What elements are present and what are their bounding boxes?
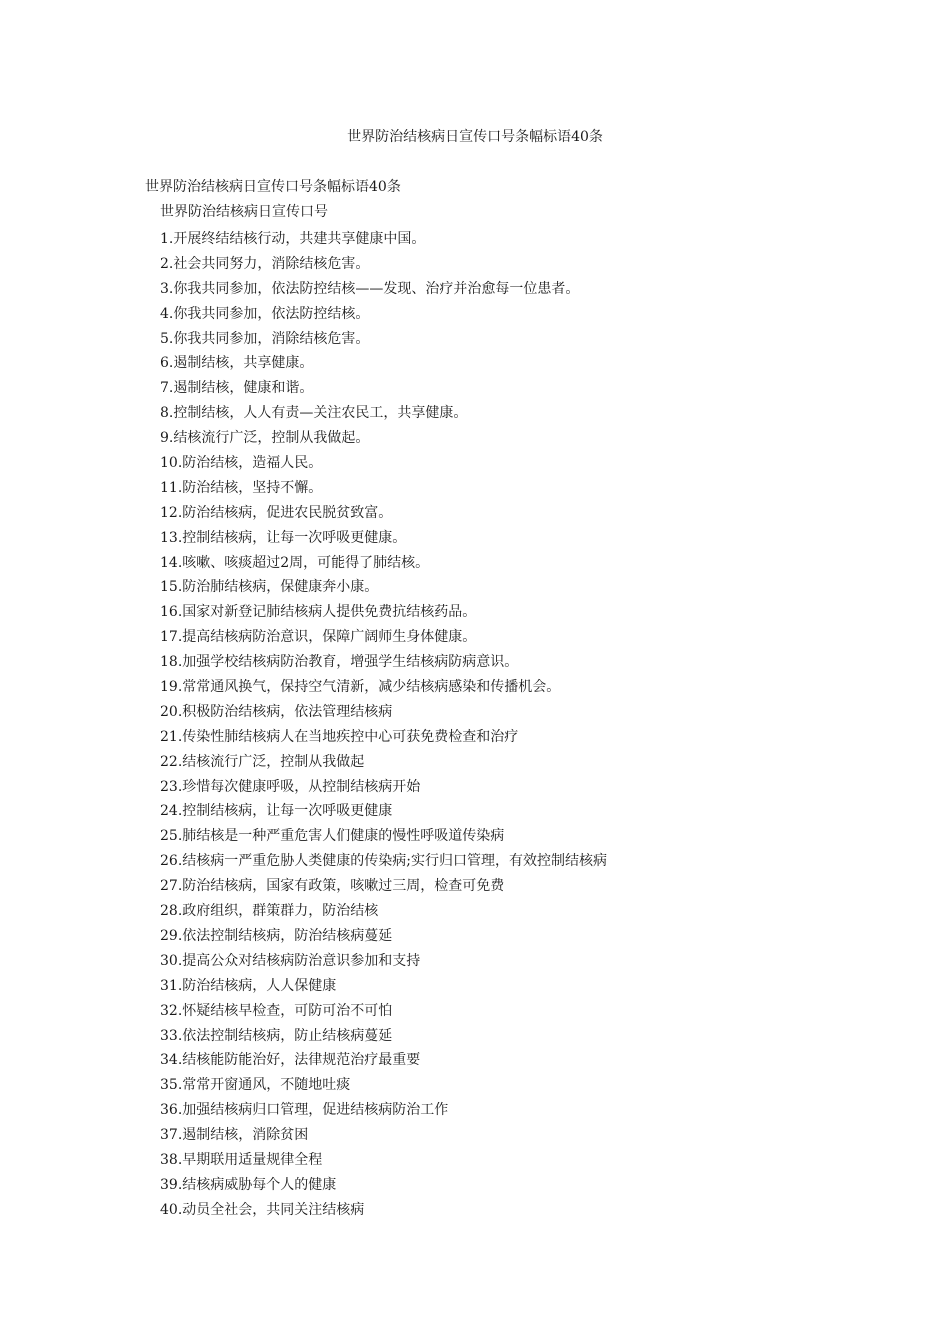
slogan-item: 34.结核能防能治好，法律规范治疗最重要	[160, 1052, 421, 1069]
slogan-item: 35.常常开窗通风，不随地吐痰	[160, 1077, 351, 1094]
slogan-item: 4.你我共同参加，依法防控结核。	[160, 305, 370, 322]
slogan-item: 25.肺结核是一种严重危害人们健康的慢性呼吸道传染病	[160, 828, 505, 845]
slogan-item: 6.遏制结核，共享健康。	[160, 355, 314, 372]
slogan-item: 1.开展终结结核行动，共建共享健康中国。	[160, 231, 426, 247]
slogan-item: 39.结核病威胁每个人的健康	[160, 1176, 337, 1193]
slogan-item: 30.提高公众对结核病防治意识参加和支持	[160, 952, 421, 969]
slogan-item: 19.常常通风换气，保持空气清新，减少结核病感染和传播机会。	[160, 679, 561, 696]
section-subheading: 世界防治结核病日宣传口号	[160, 204, 328, 220]
slogan-item: 3.你我共同参加，依法防控结核——发现、治疗并治愈每一位患者。	[160, 280, 580, 297]
slogan-item: 18.加强学校结核病防治教育，增强学生结核病防病意识。	[160, 654, 519, 671]
slogan-item: 36.加强结核病归口管理，促进结核病防治工作	[160, 1102, 449, 1119]
slogan-item: 10.防治结核，造福人民。	[160, 455, 323, 472]
slogan-item: 29.依法控制结核病，防治结核病蔓延	[160, 927, 393, 944]
slogan-item: 38.早期联用适量规律全程	[160, 1151, 323, 1168]
slogan-item: 22.结核流行广泛，控制从我做起	[160, 753, 365, 770]
slogan-item: 9.结核流行广泛，控制从我做起。	[160, 430, 370, 447]
slogan-item: 27.防治结核病，国家有政策，咳嗽过三周，检查可免费	[160, 878, 505, 895]
slogan-item: 28.政府组织，群策群力，防治结核	[160, 903, 379, 920]
slogan-item: 32.怀疑结核早检查，可防可治不可怕	[160, 1002, 393, 1019]
slogan-list	[160, 227, 607, 1223]
slogan-item: 2.社会共同努力，消除结核危害。	[160, 255, 370, 272]
slogan-item: 11.防治结核，坚持不懈。	[160, 479, 323, 496]
slogan-item: 16.国家对新登记肺结核病人提供免费抗结核药品。	[160, 604, 477, 621]
slogan-item: 8.控制结核，人人有责—关注农民工，共享健康。	[160, 405, 468, 422]
slogan-item: 21.传染性肺结核病人在当地疾控中心可获免费检查和治疗	[160, 728, 519, 745]
slogan-item: 40.动员全社会，共同关注结核病	[160, 1201, 365, 1218]
slogan-item: 17.提高结核病防治意识，保障广阔师生身体健康。	[160, 629, 477, 646]
slogan-item: 31.防治结核病，人人保健康	[160, 977, 337, 994]
slogan-item: 14.咳嗽、咳痰超过2周，可能得了肺结核。	[160, 554, 430, 571]
slogan-item: 24.控制结核病，让每一次呼吸更健康	[160, 803, 393, 820]
document-heading: 世界防治结核病日宣传口号条幅标语40条	[145, 179, 401, 195]
slogan-item: 12.防治结核病，促进农民脱贫致富。	[160, 504, 393, 521]
slogan-item: 20.积极防治结核病，依法管理结核病	[160, 703, 393, 720]
slogan-item: 33.依法控制结核病，防止结核病蔓延	[160, 1027, 393, 1044]
slogan-item: 5.你我共同参加，消除结核危害。	[160, 330, 370, 347]
slogan-item: 15.防治肺结核病，保健康奔小康。	[160, 579, 379, 596]
page-title: 世界防治结核病日宣传口号条幅标语40条	[347, 129, 603, 145]
slogan-item: 13.控制结核病，让每一次呼吸更健康。	[160, 529, 407, 546]
slogan-item: 7.遏制结核，健康和谐。	[160, 380, 314, 397]
slogan-item: 37.遏制结核，消除贫困	[160, 1127, 309, 1144]
slogan-item: 26.结核病一严重危胁人类健康的传染病;实行归口管理，有效控制结核病	[160, 853, 607, 870]
slogan-item: 23.珍惜每次健康呼吸，从控制结核病开始	[160, 778, 421, 795]
